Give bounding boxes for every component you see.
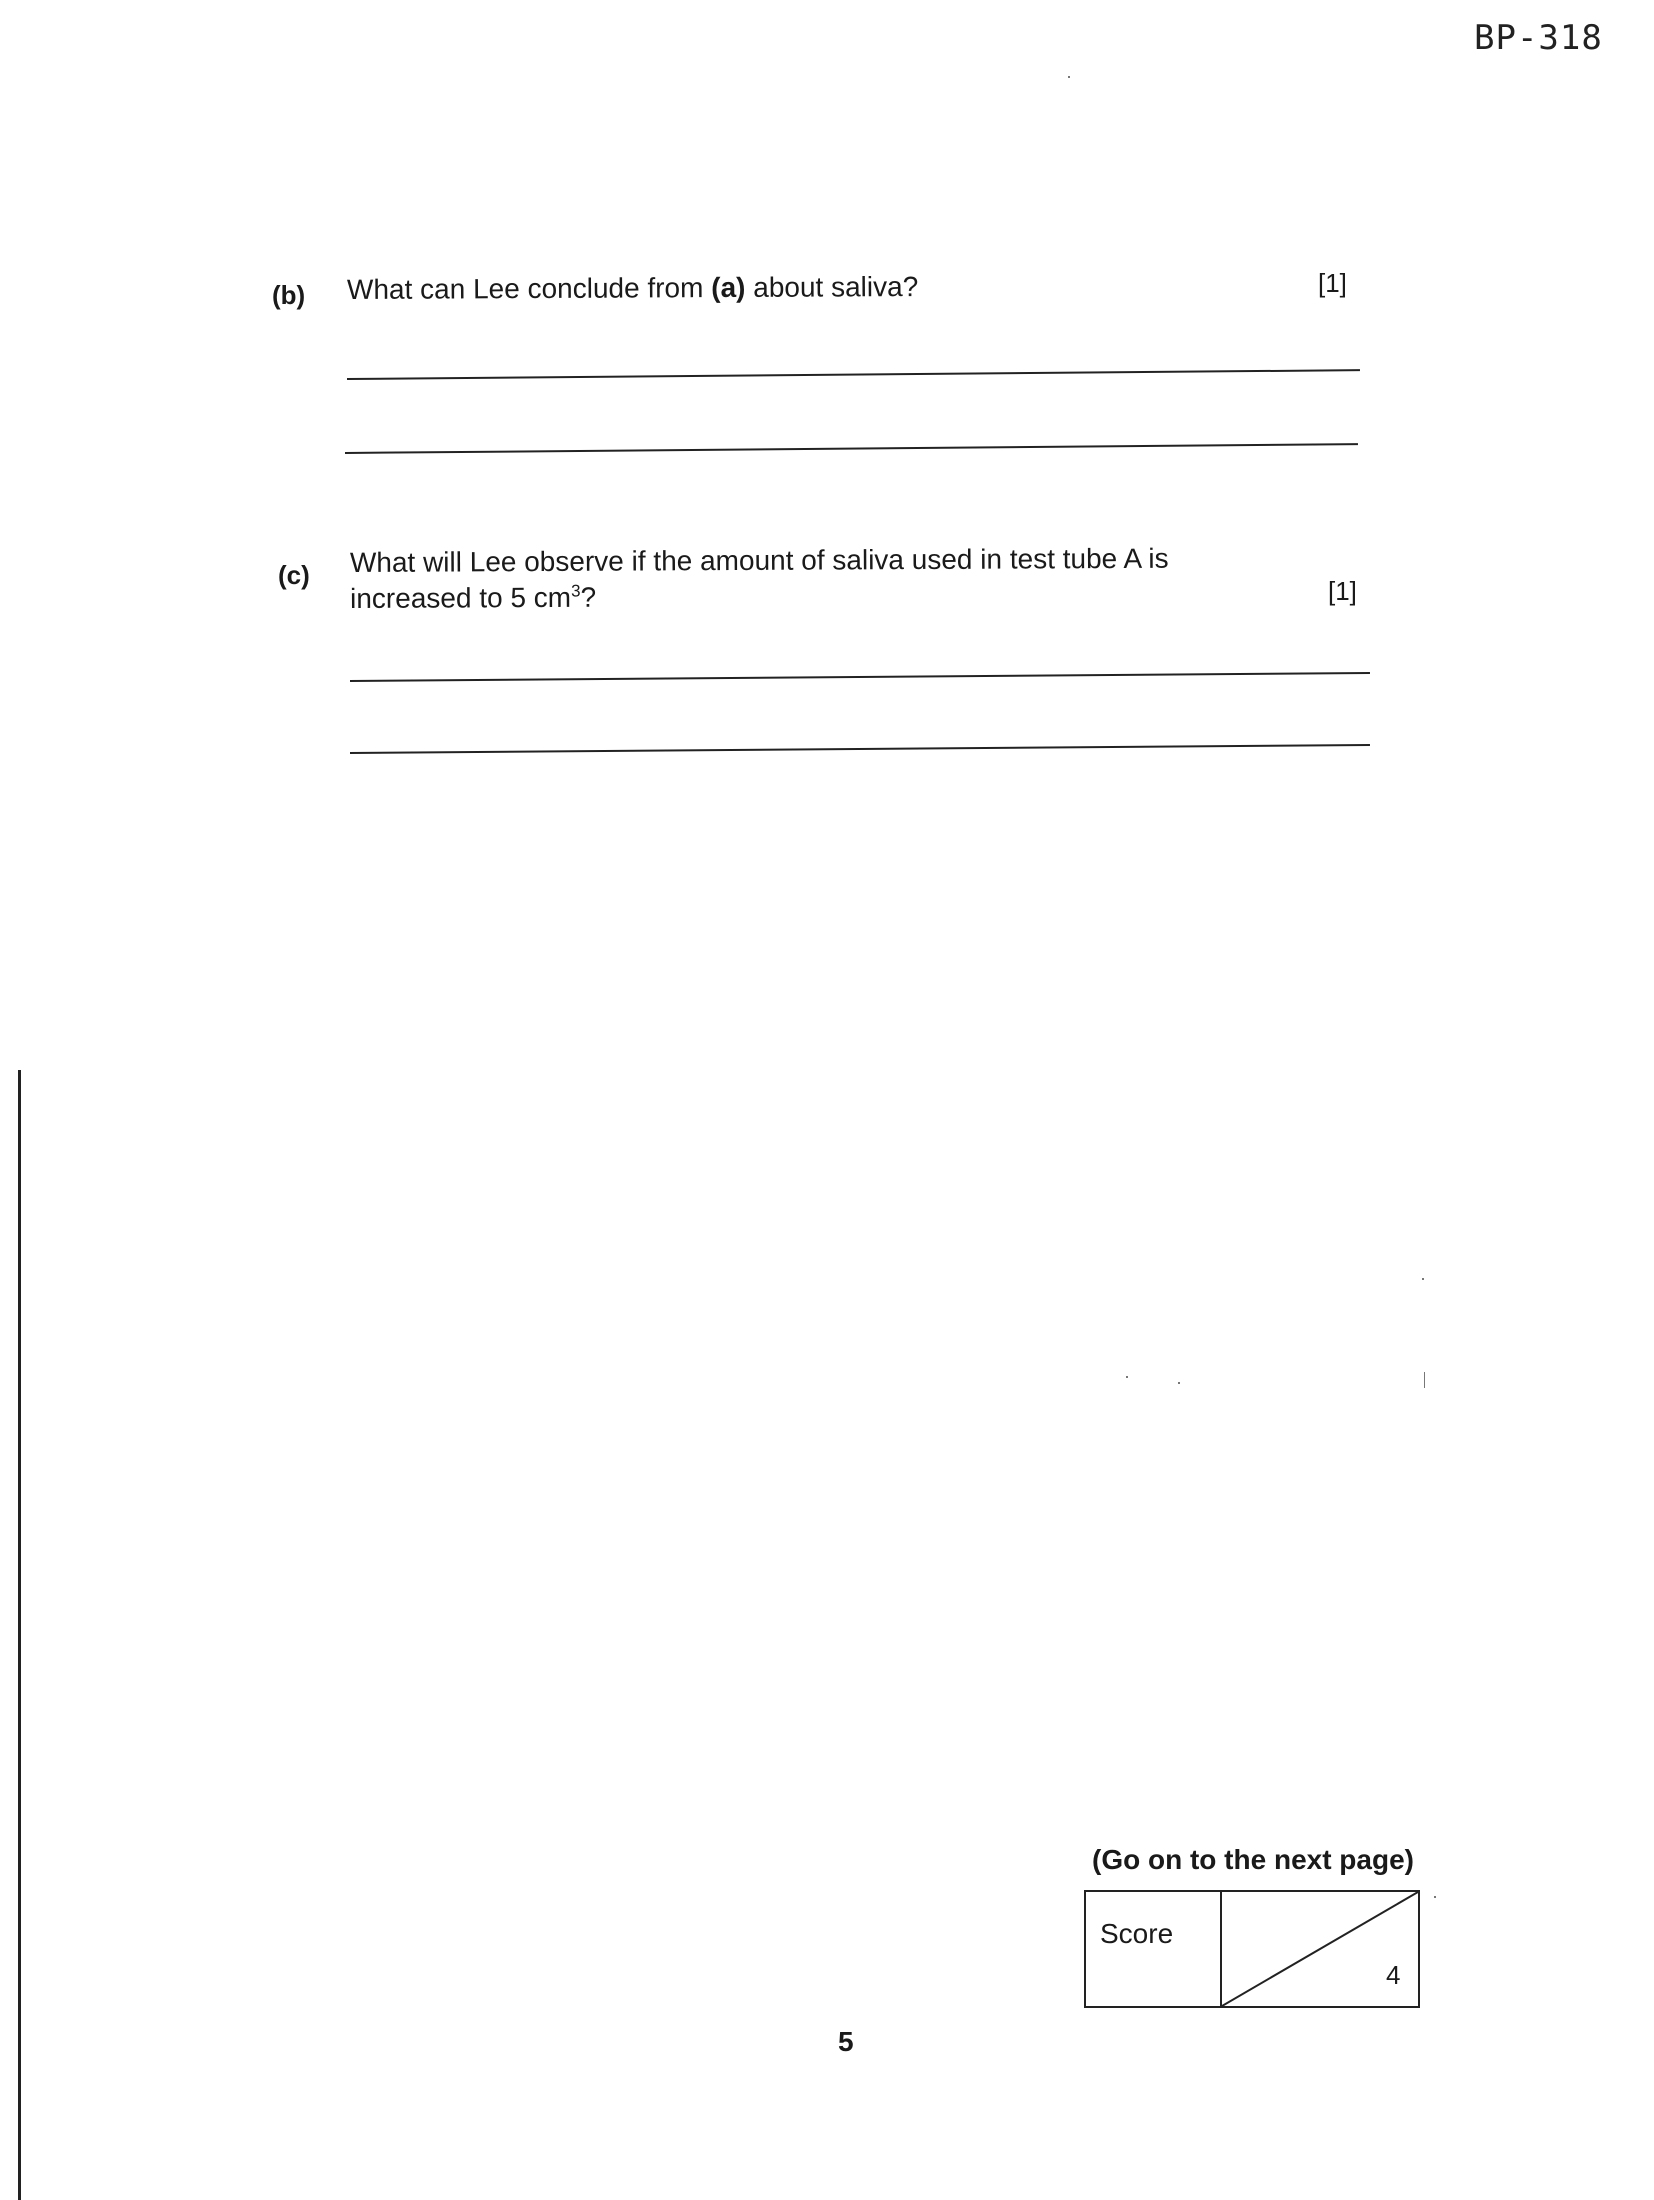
question-b-label: (b)	[272, 280, 306, 310]
scan-speck	[1422, 1278, 1424, 1280]
question-c-marks: [1]	[1328, 576, 1357, 606]
question-c-line-2	[350, 577, 1169, 617]
scan-speck	[1434, 1896, 1436, 1898]
scan-speck	[1126, 1376, 1128, 1378]
question-c-superscript: 3	[571, 581, 581, 601]
question-b-marks: [1]	[1318, 268, 1347, 298]
question-b-text-end: about saliva?	[745, 271, 919, 303]
score-label: Score	[1100, 1918, 1174, 1949]
question-c-text	[350, 541, 1169, 617]
answer-line-b-2[interactable]	[345, 443, 1358, 454]
question-b-reference: (a)	[711, 271, 746, 304]
score-box	[1084, 1890, 1420, 2008]
question-b-text-start: What can Lee conclude from	[346, 272, 712, 305]
scan-speck	[1068, 76, 1070, 78]
question-c-line-2-end: ?	[580, 581, 597, 613]
answer-line-c-1[interactable]	[350, 672, 1370, 682]
answer-line-b-1[interactable]	[347, 369, 1360, 380]
answer-line-c-2[interactable]	[350, 744, 1370, 754]
go-on-instruction: (Go on to the next page)	[1092, 1844, 1414, 1875]
question-c-line-2-start: increased to 5 cm	[350, 581, 572, 614]
question-b-text	[347, 269, 918, 308]
scan-edge-line	[18, 1070, 21, 2200]
page-number: 5	[838, 2026, 854, 2057]
question-c-label: (c)	[278, 560, 310, 590]
page-code: BP-318	[1474, 18, 1603, 58]
scan-speck	[1178, 1382, 1180, 1384]
score-max-value: 4	[1386, 1960, 1401, 1990]
scan-speck	[1424, 1372, 1425, 1388]
question-c-line-1: What will Lee observe if the amount of saliva used in test tube A is	[349, 542, 1169, 579]
